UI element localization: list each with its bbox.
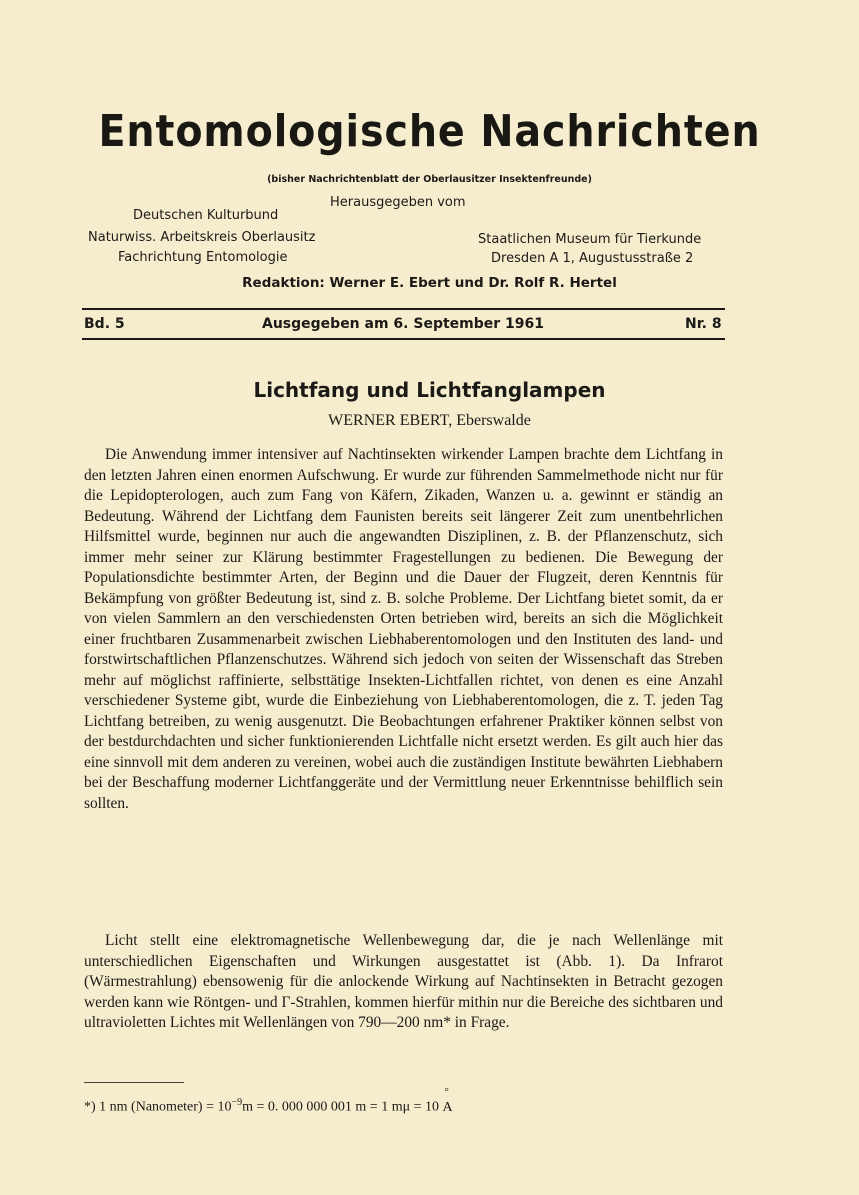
journal-subtitle: (bisher Nachrichtenblatt der Oberlausitzer Insektenfreunde) [267,174,592,185]
article-paragraph-1: Die Anwendung immer intensiver auf Nachtinsekten wirkender Lampen brachte dem Lichtfang in den letzten Jahren einen enormen Aufschwung. Er wurde zur führenden Sammelmethode nicht nur für die Lepidopterologen, auch zum Fang von Käfern, Zikaden, Wanzen u. a. gewinnt er ständig an Bedeutung. Während der Lichtfang dem Faunisten bereits seit längerer Zeit zum unentbehrlichen Hilfsmittel wurde, beginnen nur auch die angewandten Disziplinen, z. B. der Pflanzenschutz, sich immer mehr seiner zur Klärung bestimmter Fragestellungen zu bedienen. Die Bewegung der Populationsdichte bestimmter Arten, der Beginn und die Dauer der Flugzeit, deren Kenntnis für Bekämpfung von größter Bedeutung ist, sind z. B. solche Probleme. Der Lichtfang bietet somit, da er von vielen Sammlern an den verschiedensten Orten betrieben wird, bereits an sich die Möglichkeit einer fruchtbaren Zusammenarbeit zwischen Liebhaberentomologen und den Instituten des land- und forstwirtschaftlichen Pflanzenschutzes. Während sich jedoch von seiten der Wissenschaft das Streben mehr auf möglichst raffinierte, selbsttätige Insekten-Lichtfallen richtet, von denen es eine Anzahl verschiedener Systeme gibt, wurde die Einbeziehung von Liebhaberentomologen, die z. T. jeden Tag Lichtfang betreiben, zu wenig ausgenutzt. Die Beobachtungen erfahrener Praktiker können selbst von der bestdurchdachten und sicher funktionierenden Lichtfalle nicht ersetzt werden. Es gilt auch hier das eine sinnvoll mit dem anderen zu vereinen, wobei auch die zuständigen Institute bewährten Liebhabern bei der Beschaffung moderner Lichtfanggeräte und der Vermittlung neuer Erkenntnisse behilflich sein sollten. [84,446,723,812]
header-rule-bottom [82,338,725,340]
header-rule-top [82,308,725,310]
journal-title: Entomologische Nachrichten [98,106,761,157]
footnote [84,1097,723,1116]
issue-number: Nr. 8 [685,316,722,332]
footnote-text-a: 1 nm (Nanometer) = 10 [99,1099,232,1115]
article-author: WERNER EBERT, Eberswalde [328,412,531,429]
article-paragraph-2: Licht stellt eine elektromagnetische Wellenbewegung dar, die je nach Wellenlänge mit unterschiedlichen Eigenschaften und Wirkungen ausgestattet ist (Abb. 1). Da Infrarot (Wärmestrahlung) ebensowenig für die anlockende Wirkung auf Nachtinsekten in Betracht gezogen werden kann wie Röntgen- und Γ-Strahlen, kommen hierfür mithin nur die Bereiche des sichtbaren und ultravioletten Lichtes mit Wellenlängen von 790—200 nm* in Frage. [84,932,723,1031]
publisher-label: Herausgegeben vom [330,195,466,210]
footnote-marker: *) [84,1099,96,1115]
org-left-line-1: Deutschen Kulturbund [133,208,279,223]
org-left-line-3: Fachrichtung Entomologie [118,250,288,265]
footnote-rule [84,1082,184,1083]
issue-date: Ausgegeben am 6. September 1961 [262,316,545,332]
org-right-line-1: Staatlichen Museum für Tierkunde [478,232,702,247]
footnote-text-b: m = 0. 000 000 001 m = 1 mμ = 10 [242,1099,439,1115]
issue-volume: Bd. 5 [84,316,125,332]
editors-line: Redaktion: Werner E. Ebert und Dr. Rolf R. Hertel [242,275,617,291]
footnote-unit: ° A [443,1100,453,1116]
org-left-line-2: Naturwiss. Arbeitskreis Oberlausitz [88,230,316,245]
article-title: Lichtfang und Lichtfanglampen [253,378,606,402]
footnote-exponent: −9 [231,1097,243,1108]
org-right-line-2: Dresden A 1, Augustusstraße 2 [491,251,694,266]
